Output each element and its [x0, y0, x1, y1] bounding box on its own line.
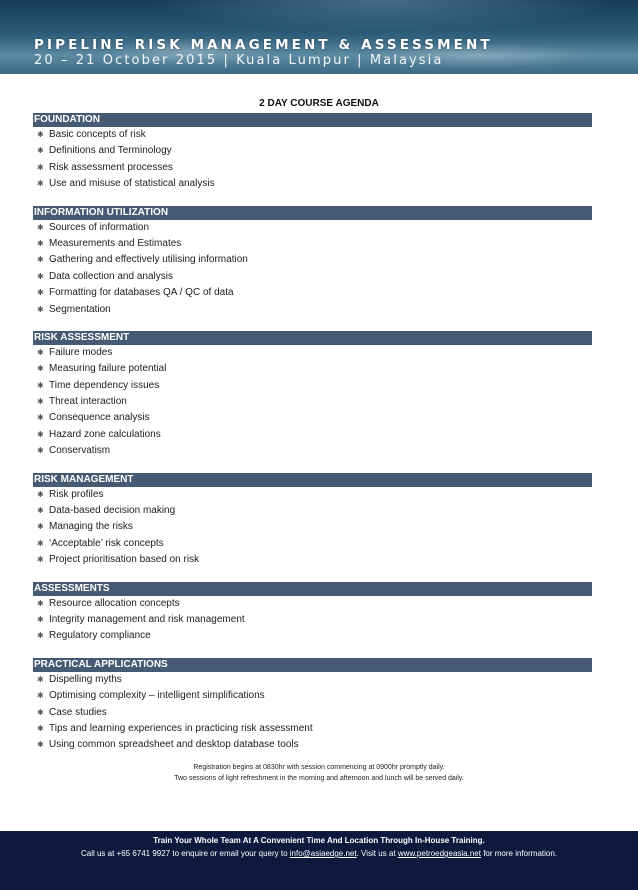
list-item-text: Regulatory compliance [49, 630, 151, 642]
list-item [33, 705, 592, 721]
list-item [33, 127, 592, 143]
asterisk-bullet-icon: ✱ [37, 538, 44, 548]
list-item [33, 252, 592, 268]
footer-bar [0, 831, 638, 890]
list-item [33, 536, 592, 552]
list-item [33, 361, 592, 377]
list-item [33, 628, 592, 644]
asterisk-bullet-icon: ✱ [37, 380, 44, 390]
list-item-text: Consequence analysis [49, 412, 150, 424]
list-item-text: ‘Acceptable’ risk concepts [49, 537, 164, 549]
list-item-text: Measurements and Estimates [49, 237, 182, 249]
footer-tagline: Train Your Whole Team At A Convenient Time And Location Through In-House Training. [153, 836, 485, 845]
asterisk-bullet-icon: ✱ [37, 522, 44, 532]
list-item [33, 269, 592, 285]
list-item-text: Sources of information [49, 221, 150, 233]
asterisk-bullet-icon: ✱ [37, 506, 44, 516]
list-item-text: Data-based decision making [49, 505, 176, 517]
asterisk-bullet-icon: ✱ [37, 555, 44, 565]
asterisk-bullet-icon: ✱ [37, 707, 44, 717]
footer-tail-text: for more information. [480, 849, 558, 858]
list-item [33, 612, 592, 628]
list-item [33, 378, 592, 394]
agenda-section [33, 331, 592, 460]
asterisk-bullet-icon: ✱ [37, 723, 44, 733]
list-item [33, 503, 592, 519]
footer-call-text: Call us at +65 6741 9927 to enquire or email your query to [80, 849, 290, 858]
agenda-section [33, 113, 592, 193]
asterisk-bullet-icon: ✱ [37, 614, 44, 624]
list-item-text: Tips and learning experiences in practicing risk assessment [49, 722, 313, 734]
asterisk-bullet-icon: ✱ [37, 347, 44, 357]
list-item-text: Segmentation [49, 303, 111, 315]
list-item-text: Time dependency issues [49, 379, 160, 391]
asterisk-bullet-icon: ✱ [37, 255, 44, 265]
list-item [33, 688, 592, 704]
website-link[interactable]: www.petroedgeasia.net [397, 849, 481, 858]
agenda-section [33, 473, 592, 569]
list-item-text: Data collection and analysis [49, 270, 173, 282]
list-item [33, 285, 592, 301]
list-item-text: Project prioritisation based on risk [49, 554, 200, 566]
agenda-section [33, 206, 592, 318]
list-item-text: Case studies [49, 706, 107, 718]
asterisk-bullet-icon: ✱ [37, 631, 44, 641]
course-title: PIPELINE RISK MANAGEMENT & ASSESSMENT [34, 37, 493, 53]
asterisk-bullet-icon: ✱ [37, 740, 44, 750]
list-item [33, 345, 592, 361]
registration-note-line2: Two sessions of light refreshment in the morning and afternoon and lunch will be served daily. [174, 775, 464, 782]
list-item-text: Managing the risks [49, 521, 133, 533]
list-item-text: Threat interaction [49, 396, 127, 408]
list-item [33, 176, 592, 192]
list-item-text: Basic concepts of risk [49, 129, 146, 140]
list-item [33, 721, 592, 737]
section-header: FOUNDATION [33, 113, 592, 127]
list-item [33, 410, 592, 426]
list-item [33, 302, 592, 318]
list-item [33, 236, 592, 252]
registration-note-line1: Registration begins at 0830hr with session commencing at 0900hr promptly daily. [193, 764, 445, 771]
list-item-text: Using common spreadsheet and desktop database tools [49, 739, 299, 751]
asterisk-bullet-icon: ✱ [37, 364, 44, 374]
asterisk-bullet-icon: ✱ [37, 288, 44, 298]
asterisk-bullet-icon: ✱ [37, 238, 44, 248]
list-item-text: Definitions and Terminology [49, 145, 172, 157]
list-item-text: Conservatism [49, 445, 111, 457]
asterisk-bullet-icon: ✱ [37, 146, 44, 156]
email-link[interactable]: info@asiaedge.net [289, 849, 357, 858]
asterisk-bullet-icon: ✱ [37, 397, 44, 407]
asterisk-bullet-icon: ✱ [37, 413, 44, 423]
list-item [33, 737, 592, 753]
list-item [33, 220, 592, 236]
asterisk-bullet-icon: ✱ [37, 304, 44, 314]
list-item [33, 443, 592, 459]
asterisk-bullet-icon: ✱ [37, 271, 44, 281]
header-banner [0, 0, 638, 74]
asterisk-bullet-icon: ✱ [37, 162, 44, 172]
asterisk-bullet-icon: ✱ [37, 489, 44, 499]
list-item [33, 519, 592, 535]
list-item [33, 552, 592, 568]
list-item [33, 160, 592, 176]
section-header: INFORMATION UTILIZATION [33, 206, 592, 220]
list-item [33, 143, 592, 159]
asterisk-bullet-icon: ✱ [37, 179, 44, 189]
footer-visit-text: . Visit us at [356, 849, 398, 858]
agenda-section [33, 582, 592, 645]
list-item [33, 427, 592, 443]
footer-contact [0, 849, 638, 858]
list-item-text: Resource allocation concepts [49, 597, 180, 609]
list-item-text: Risk profiles [49, 488, 104, 500]
agenda-section [33, 658, 592, 754]
section-header: RISK MANAGEMENT [33, 473, 592, 487]
asterisk-bullet-icon: ✱ [37, 429, 44, 439]
asterisk-bullet-icon: ✱ [37, 691, 44, 701]
list-item [33, 487, 592, 503]
list-item-text: Hazard zone calculations [49, 428, 161, 440]
list-item-text: Use and misuse of statistical analysis [49, 178, 215, 190]
agenda-title: 2 DAY COURSE AGENDA [259, 98, 379, 109]
section-header: RISK ASSESSMENT [33, 331, 592, 345]
list-item-text: Risk assessment processes [49, 161, 173, 173]
list-item [33, 672, 592, 688]
course-date-location: 20 – 21 October 2015 | Kuala Lumpur | Malaysia [34, 53, 444, 68]
asterisk-bullet-icon: ✱ [37, 446, 44, 456]
section-header: ASSESSMENTS [33, 582, 592, 596]
list-item-text: Measuring failure potential [49, 363, 167, 375]
list-item-text: Failure modes [49, 346, 113, 358]
list-item-text: Formatting for databases QA / QC of data [49, 287, 234, 299]
asterisk-bullet-icon: ✱ [37, 130, 44, 139]
section-header: PRACTICAL APPLICATIONS [33, 658, 592, 672]
list-item-text: Gathering and effectively utilising information [49, 254, 248, 266]
list-item-text: Optimising complexity – intelligent simplifications [49, 690, 265, 702]
asterisk-bullet-icon: ✱ [37, 222, 44, 232]
asterisk-bullet-icon: ✱ [37, 674, 44, 684]
asterisk-bullet-icon: ✱ [37, 598, 44, 608]
list-item-text: Dispelling myths [49, 673, 122, 685]
list-item [33, 394, 592, 410]
list-item [33, 596, 592, 612]
list-item-text: Integrity management and risk management [49, 613, 245, 625]
agenda-sections [33, 113, 592, 767]
